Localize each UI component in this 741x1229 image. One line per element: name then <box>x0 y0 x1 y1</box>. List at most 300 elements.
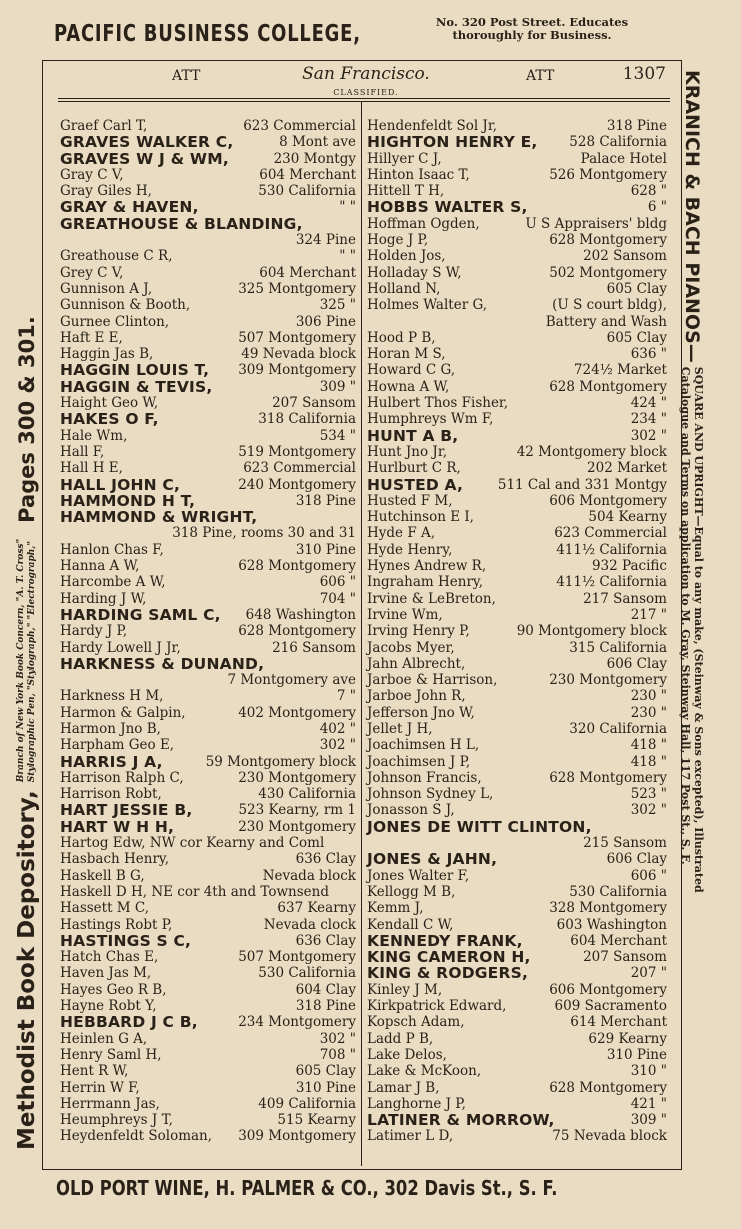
directory-entry <box>60 1014 356 1030</box>
directory-entry <box>367 640 667 656</box>
entry-address: 302 " <box>630 427 667 444</box>
entry-name: Hulbert Thos Fisher, <box>367 395 509 412</box>
directory-entry <box>60 851 356 867</box>
entry-name: Howna A W, <box>367 378 450 395</box>
page-header <box>62 64 670 86</box>
entry-name: Hinton Isaac T, <box>367 166 470 183</box>
left-ad-small <box>16 539 38 782</box>
entry-address: 614 Merchant <box>570 1014 667 1031</box>
entry-address: 207 Sansom <box>272 395 356 412</box>
directory-entry <box>60 542 356 558</box>
directory-entry <box>60 933 356 949</box>
entry-address: 59 Montgomery block <box>205 753 356 770</box>
entry-address: 6 " <box>647 199 667 216</box>
directory-entry <box>60 607 356 623</box>
entry-address: 402 Montgomery <box>238 704 356 721</box>
entry-address: " " <box>339 248 356 265</box>
entry-name: Hurlburt C R, <box>367 460 461 477</box>
left-ad-small-line1: Branch of New York Book Concern, "A. T. Cross" <box>16 538 26 783</box>
directory-entry <box>367 591 667 607</box>
directory-entry <box>367 167 667 183</box>
entry-address: 418 " <box>630 737 667 754</box>
directory-entry <box>367 754 667 770</box>
right-ad-small-line2: Catalogue and Terms on application to M. Gray, Steinway Hall, 117 Post St., S. F. <box>679 366 692 865</box>
top-ad-main: PACIFIC BUSINESS COLLEGE, <box>54 21 361 47</box>
entry-name: Hale Wm, <box>60 427 128 444</box>
classified-label: CLASSIFIED. <box>333 88 399 97</box>
entry-name: Hastings Robt P, <box>60 916 173 933</box>
directory-entry <box>60 151 356 167</box>
entry-name: Latimer L D, <box>367 1128 454 1145</box>
entry-address: 309 " <box>319 378 356 395</box>
entry-name: Haggin Jas B, <box>60 346 154 363</box>
entry-name: Hendenfeldt Sol Jr, <box>367 118 498 134</box>
directory-entry <box>367 509 667 525</box>
entry-address: 507 Montgomery <box>238 329 356 346</box>
directory-entry <box>367 1014 667 1030</box>
entry-name: Kemm J, <box>367 900 424 917</box>
entry-name: Jarboe & Harrison, <box>367 672 498 689</box>
entry-name: Gunnison A J, <box>60 280 153 297</box>
entry-address: 606 Montgomery <box>549 981 667 998</box>
entry-address: 606 Montgomery <box>549 492 667 509</box>
directory-entry <box>367 965 667 981</box>
directory-entry <box>60 1047 356 1063</box>
entry-name: Harcombe A W, <box>60 574 166 591</box>
directory-entry <box>367 672 667 688</box>
entry-name: Herrin W F, <box>60 1079 140 1096</box>
entry-address: 430 California <box>258 786 356 803</box>
entry-address: 328 Montgomery <box>549 900 667 917</box>
entry-address: 310 Pine <box>295 1079 356 1096</box>
entry-name: HAGGIN & TEVIS, <box>60 377 213 396</box>
entry-name: Langhorne J P, <box>367 1095 466 1112</box>
entry-name: Hoffman Ogden, <box>367 215 480 232</box>
left-margin-advertisement <box>10 70 44 1150</box>
directory-entry <box>60 460 356 476</box>
entry-address: 724½ Market <box>573 362 667 379</box>
directory-entry <box>367 705 667 721</box>
directory-entry <box>60 558 356 574</box>
entry-name: HART JESSIE B, <box>60 801 193 820</box>
entry-name: GRAVES W J & WM, <box>60 149 229 168</box>
entry-address: 318 Pine <box>295 492 356 509</box>
directory-entry <box>60 232 356 248</box>
entry-address: 530 California <box>258 965 356 982</box>
entry-address: Nevada block <box>262 867 356 884</box>
directory-entry <box>367 623 667 639</box>
entry-name: Grey C V, <box>60 264 124 281</box>
directory-entry <box>367 574 667 590</box>
entry-name: HAGGIN LOUIS T, <box>60 361 210 380</box>
left-ad-small-line2: Stylographic Pen, "Stylograph," "Electrograph," <box>27 540 37 783</box>
entry-name: Hanna A W, <box>60 558 140 575</box>
entry-address: 636 Clay <box>295 851 356 868</box>
entry-name: Gray Giles H, <box>60 183 152 200</box>
entry-name: Joachimsen H L, <box>367 737 480 754</box>
entry-address: 648 Washington <box>245 606 356 623</box>
directory-entry <box>367 721 667 737</box>
entry-address: 636 " <box>630 346 667 363</box>
entry-address: 637 Kearny <box>277 900 356 917</box>
entry-address: 628 Montgomery <box>549 378 667 395</box>
directory-entry <box>60 183 356 199</box>
directory-entry <box>60 770 356 786</box>
directory-entry <box>60 640 356 656</box>
entry-name: Hardy J P, <box>60 623 128 640</box>
top-ad-side-line2: thoroughly for Business. <box>452 28 612 42</box>
directory-entry <box>367 493 667 509</box>
entry-address: 8 Mont ave <box>279 134 356 151</box>
entry-address: 502 Montgomery <box>549 264 667 281</box>
entry-address: 623 Commercial <box>243 118 356 134</box>
directory-entry <box>367 379 667 395</box>
directory-entry <box>367 248 667 264</box>
entry-address: 309 Montgomery <box>238 362 356 379</box>
entry-name: Henry Saml H, <box>60 1046 162 1063</box>
directory-entry <box>367 460 667 476</box>
directory-entry <box>60 509 356 525</box>
directory-entry <box>367 199 667 215</box>
entry-address: 325 " <box>319 297 356 314</box>
left-ad-main: Methodist Book Depository, <box>14 790 40 1150</box>
bottom-advertisement: OLD PORT WINE, H. PALMER & CO., 302 Davis St., S. F. <box>56 1176 558 1200</box>
entry-name: Hassett M C, <box>60 900 150 917</box>
directory-entry <box>367 118 667 134</box>
header-right-guide: ATT <box>526 68 555 84</box>
entry-address: 623 Commercial <box>243 460 356 477</box>
entry-address: 623 Commercial <box>554 525 667 542</box>
directory-entry <box>60 786 356 802</box>
directory-entry <box>60 672 356 688</box>
entry-name: HOBBS WALTER S, <box>367 198 528 217</box>
entry-address: 318 Pine <box>295 998 356 1015</box>
entry-name: Haskell D H, NE cor 4th and Townsend <box>60 883 329 900</box>
directory-entry <box>367 151 667 167</box>
entry-name: Gray C V, <box>60 166 124 183</box>
directory-entry <box>60 428 356 444</box>
entry-name: Horan M S, <box>367 346 446 363</box>
directory-entry <box>60 982 356 998</box>
entry-name: Lamar J B, <box>367 1079 440 1096</box>
directory-entry <box>367 688 667 704</box>
entry-name: JONES DE WITT CLINTON, <box>367 817 592 836</box>
directory-entry <box>60 330 356 346</box>
directory-entry <box>60 835 356 851</box>
directory-entry <box>367 1063 667 1079</box>
directory-entry <box>367 314 667 330</box>
entry-name: Greathouse C R, <box>60 248 173 265</box>
directory-entry <box>367 982 667 998</box>
top-ad-side <box>382 16 682 42</box>
entry-address: 628 Montgomery <box>238 558 356 575</box>
entry-name: Haft E E, <box>60 329 123 346</box>
entry-address: 523 Kearny, rm 1 <box>238 802 356 819</box>
entry-address: 606 Clay <box>606 851 667 868</box>
directory-entry <box>367 232 667 248</box>
directory-entry <box>60 884 356 900</box>
directory-entry <box>60 134 356 150</box>
entry-address: 605 Clay <box>295 1063 356 1080</box>
entry-address: 628 Montgomery <box>549 1079 667 1096</box>
right-ad-small-line1: SQUARE AND UPRIGHT—Equal to any make, (Steinway & Sons excepted), Illustrated <box>692 366 705 893</box>
entry-name: Heinlen G A, <box>60 1030 148 1047</box>
directory-entry <box>367 819 667 835</box>
entry-address: 302 " <box>319 737 356 754</box>
directory-entry <box>60 444 356 460</box>
directory-entry <box>60 998 356 1014</box>
entry-name: Heumphreys J T, <box>60 1112 173 1129</box>
entry-name: Hyde Henry, <box>367 541 453 558</box>
right-ad-small <box>679 367 705 893</box>
entry-name: Harrison Ralph C, <box>60 769 184 786</box>
directory-entry <box>60 819 356 835</box>
entry-address: 310 Pine <box>295 541 356 558</box>
entry-name: Harkness H M, <box>60 688 164 705</box>
entry-address: Palace Hotel <box>580 150 667 167</box>
directory-entry <box>60 395 356 411</box>
entry-address: 504 Kearny <box>588 509 667 526</box>
entry-name: Hutchinson E I, <box>367 509 474 526</box>
left-ad-pages: Pages 300 & 301. <box>15 316 39 523</box>
directory-entry <box>367 884 667 900</box>
directory-entry <box>60 411 356 427</box>
entry-address: U S Appraisers' bldg <box>525 215 667 232</box>
entry-address: 230 " <box>630 704 667 721</box>
entry-address: 207 " <box>630 965 667 982</box>
directory-entry <box>367 1096 667 1112</box>
entry-name: Jahn Albrecht, <box>367 655 466 672</box>
entry-name: Hood P B, <box>367 329 436 346</box>
entry-address: 310 " <box>630 1063 667 1080</box>
directory-entry <box>367 851 667 867</box>
directory-entry <box>60 1063 356 1079</box>
entry-name: Hayne Robt Y, <box>60 998 157 1015</box>
entry-name: Joachimsen J P, <box>367 753 471 770</box>
directory-entry <box>367 1112 667 1128</box>
directory-entry <box>367 542 667 558</box>
entry-name: Jacobs Myer, <box>367 639 455 656</box>
entry-address: 511 Cal and 331 Montgy <box>497 476 667 493</box>
entry-name: Harpham Geo E, <box>60 737 175 754</box>
entry-name: Ladd P B, <box>367 1030 434 1047</box>
directory-entry <box>367 1031 667 1047</box>
directory-entry <box>367 802 667 818</box>
entry-address: 315 California <box>569 639 667 656</box>
entry-address: 523 " <box>630 786 667 803</box>
entry-address: 234 " <box>630 411 667 428</box>
entry-name: Hunt Jno Jr, <box>367 443 448 460</box>
directory-entry <box>60 900 356 916</box>
directory-entry <box>60 591 356 607</box>
directory-entry <box>60 1096 356 1112</box>
directory-entry <box>367 656 667 672</box>
entry-address: 216 Sansom <box>272 639 356 656</box>
entry-name: HAMMOND H T, <box>60 491 196 510</box>
entry-name: HASTINGS S C, <box>60 931 192 950</box>
entry-name: Jones Walter F, <box>367 867 470 884</box>
entry-name: Humphreys Wm F, <box>367 411 494 428</box>
entry-address: 75 Nevada block <box>552 1128 667 1145</box>
directory-entry <box>367 297 667 313</box>
entry-address: 230 Montgomery <box>549 672 667 689</box>
entry-address: 310 Pine <box>606 1046 667 1063</box>
entry-address: 628 Montgomery <box>238 623 356 640</box>
entry-name: Heydenfeldt Soloman, <box>60 1128 213 1145</box>
entry-address: 530 California <box>258 183 356 200</box>
entry-address: 411½ California <box>556 574 667 591</box>
entry-address: 708 " <box>319 1046 356 1063</box>
directory-entry <box>60 1031 356 1047</box>
entry-name: HAKES O F, <box>60 410 159 429</box>
entry-address: 606 " <box>630 867 667 884</box>
directory-entry <box>60 314 356 330</box>
entry-address: " " <box>339 199 356 216</box>
entry-address: 7 " <box>336 688 356 705</box>
entry-address: 202 Market <box>587 460 667 477</box>
directory-entry <box>60 705 356 721</box>
entry-address: 609 Sacramento <box>554 998 667 1015</box>
entry-name: Hyde F A, <box>367 525 436 542</box>
directory-entry <box>367 525 667 541</box>
directory-entry <box>367 835 667 851</box>
directory-entry <box>367 868 667 884</box>
entry-address: 230 Montgy <box>273 150 356 167</box>
entry-address: Nevada clock <box>263 916 356 933</box>
entry-address: 318 California <box>258 411 356 428</box>
entry-name: Graef Carl T, <box>60 118 148 134</box>
entry-name: HARRIS J A, <box>60 752 163 771</box>
directory-entry <box>60 281 356 297</box>
entry-name: Kellogg M B, <box>367 883 456 900</box>
entry-address: 606 " <box>319 574 356 591</box>
entry-name: Hardy Lowell J Jr, <box>60 639 181 656</box>
entry-name: Harmon & Galpin, <box>60 704 186 721</box>
directory-entry <box>60 477 356 493</box>
entry-address: 240 Montgomery <box>238 476 356 493</box>
entry-address: 411½ California <box>556 541 667 558</box>
header-rule <box>58 98 670 99</box>
directory-entry <box>60 346 356 362</box>
entry-name: Gurnee Clinton, <box>60 313 170 330</box>
entry-name: Husted F M, <box>367 492 453 509</box>
directory-entry <box>367 281 667 297</box>
entry-address: 604 Clay <box>295 981 356 998</box>
entry-address: Battery and Wash <box>545 313 667 330</box>
entry-name: KING CAMERON H, <box>367 948 531 967</box>
entry-name: HART W H H, <box>60 817 175 836</box>
entry-name: KENNEDY FRANK, <box>367 931 523 950</box>
entry-name: Haight Geo W, <box>60 395 159 412</box>
directory-entry <box>60 525 356 541</box>
entry-name: Gunnison & Booth, <box>60 297 191 314</box>
entry-address: 932 Pacific <box>591 558 667 575</box>
directory-entry <box>367 917 667 933</box>
directory-entry <box>60 688 356 704</box>
header-city: San Francisco. <box>302 64 430 84</box>
entry-address: 605 Clay <box>606 329 667 346</box>
entry-address: 309 Montgomery <box>238 1128 356 1145</box>
entry-name: Harmon Jno B, <box>60 720 161 737</box>
entry-name: Lake Delos, <box>367 1046 447 1063</box>
entry-name: Hent R W, <box>60 1063 129 1080</box>
directory-entry <box>367 428 667 444</box>
entry-name: Hall F, <box>60 443 105 460</box>
entry-address: 704 " <box>319 590 356 607</box>
directory-entry <box>60 802 356 818</box>
directory-entry <box>60 297 356 313</box>
entry-name: HARKNESS & DUNAND, <box>60 654 265 673</box>
entry-address: 604 Merchant <box>570 932 667 949</box>
entry-address: 526 Montgomery <box>549 166 667 183</box>
directory-entry <box>60 167 356 183</box>
entry-name: Howard C G, <box>367 362 456 379</box>
directory-entry <box>367 900 667 916</box>
directory-entry <box>60 656 356 672</box>
page-number: 1307 <box>622 64 666 84</box>
directory-entry <box>60 721 356 737</box>
entry-name: Lake & McKoon, <box>367 1063 482 1080</box>
entry-address: 90 Montgomery block <box>516 623 667 640</box>
entry-address: 604 Merchant <box>259 166 356 183</box>
directory-entry <box>60 917 356 933</box>
entry-address: 7 Montgomery ave <box>227 672 356 689</box>
entry-address: 306 Pine <box>295 313 356 330</box>
entry-address: 49 Nevada block <box>241 346 356 363</box>
entry-address: 534 " <box>319 427 356 444</box>
entry-name: KING & RODGERS, <box>367 964 529 983</box>
entry-name: GRAVES WALKER C, <box>60 133 234 152</box>
entry-name: Kendall C W, <box>367 916 454 933</box>
left-column <box>60 118 356 1145</box>
entry-name: Jefferson Jno W, <box>367 704 475 721</box>
entry-address: 421 " <box>630 1095 667 1112</box>
header-rule-double <box>58 101 670 102</box>
directory-entry <box>367 444 667 460</box>
directory-entry <box>367 265 667 281</box>
entry-name: HIGHTON HENRY E, <box>367 133 538 152</box>
directory-entry <box>367 607 667 623</box>
entry-name: Kirkpatrick Edward, <box>367 998 507 1015</box>
directory-entry <box>60 216 356 232</box>
entry-address: 324 Pine <box>295 232 356 249</box>
directory-entry <box>367 395 667 411</box>
entry-address: 309 " <box>630 1112 667 1129</box>
entry-address: 318 Pine <box>606 118 667 134</box>
entry-name: Harding J W, <box>60 590 147 607</box>
entry-address: 402 " <box>319 720 356 737</box>
entry-name: Hittell T H, <box>367 183 445 200</box>
directory-entry <box>60 868 356 884</box>
entry-name: Holland N, <box>367 280 441 297</box>
entry-address: 302 " <box>630 802 667 819</box>
entry-address: 418 " <box>630 753 667 770</box>
entry-address: 519 Montgomery <box>238 443 356 460</box>
entry-name: GREATHOUSE & BLANDING, <box>60 214 303 233</box>
directory-entry <box>60 574 356 590</box>
entry-address: 515 Kearny <box>277 1112 356 1129</box>
directory-entry <box>367 362 667 378</box>
entry-address: 603 Washington <box>556 916 667 933</box>
directory-entry <box>60 118 356 134</box>
directory-entry <box>60 265 356 281</box>
entry-name: GRAY & HAVEN, <box>60 198 199 217</box>
entry-name: Hoge J P, <box>367 232 429 249</box>
directory-entry <box>60 362 356 378</box>
directory-entry <box>367 411 667 427</box>
entry-name: Irvine & LeBreton, <box>367 590 496 607</box>
entry-name: HUSTED A, <box>367 475 464 494</box>
